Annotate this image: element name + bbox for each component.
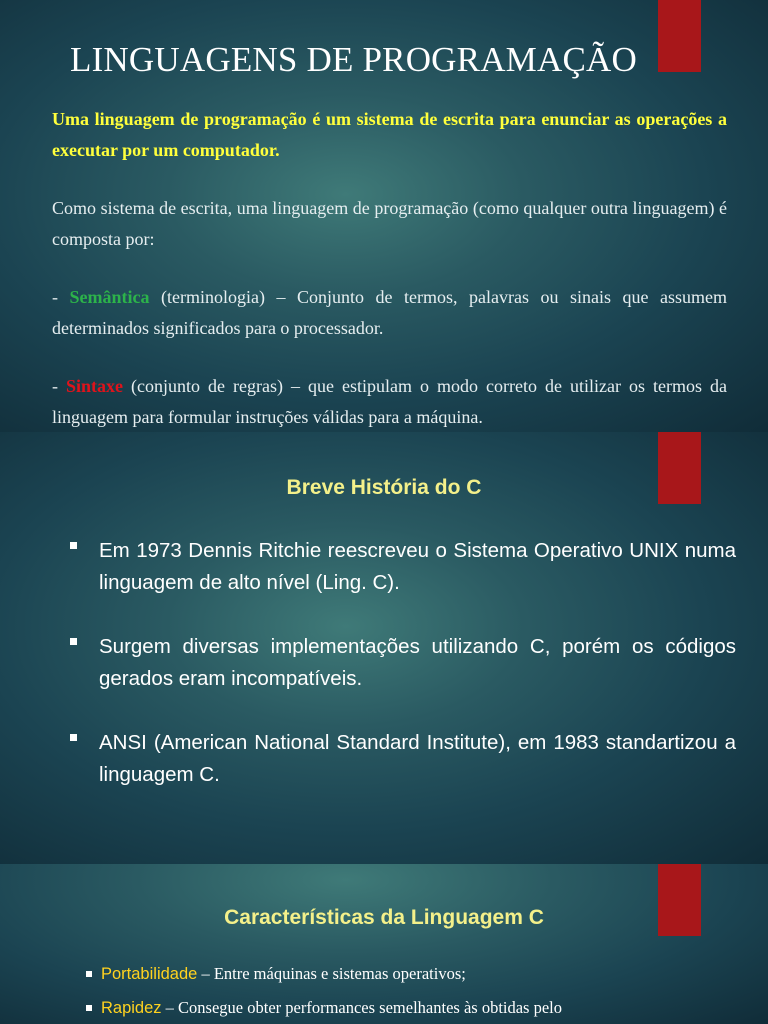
list-item: Em 1973 Dennis Ritchie reescreveu o Sistema Operativo UNIX numa linguagem de alto nível (Ling. C). [70, 535, 736, 599]
section-heading: Breve História do C [286, 476, 482, 499]
sintaxe-term: Sintaxe [66, 376, 124, 396]
slide-body [52, 104, 727, 432]
square-bullet-icon [70, 638, 77, 645]
semantica-text: (terminologia) – Conjunto de termos, palavras ou sinais que assumem determinados significados para o processador. [52, 287, 728, 338]
feature-text: – Consegue obter performances semelhantes às obtidas pelo [161, 998, 563, 1017]
feature-term: Rapidez [101, 999, 162, 1017]
slide-caracteristicas [0, 864, 768, 1024]
list-item [86, 994, 666, 1022]
sintaxe-text: (conjunto de regras) – que estipulam o modo correto de utilizar os termos da linguagem para formular instruções válidas para a máquina. [52, 376, 727, 427]
semantica-item: - Semântica (terminologia) – Conjunto de termos, palavras ou sinais que assumem determinados significados para o processador. [52, 287, 728, 338]
slide-title: LINGUAGENS DE PROGRAMAÇÃO [70, 40, 637, 79]
list-item: ANSI (American National Standard Institute), em 1983 standartizou a linguagem C. [70, 727, 736, 791]
feature-text: – Entre máquinas e sistemas operativos; [197, 964, 466, 983]
square-bullet-icon [86, 1005, 92, 1011]
red-tab-decoration [658, 0, 701, 72]
square-bullet-icon [86, 971, 92, 977]
list-item [86, 960, 666, 988]
slide-linguagens [0, 0, 768, 432]
lead-definition: Uma linguagem de programação é um sistema de escrita para enunciar as operações a executar por um computador. [52, 109, 727, 160]
square-bullet-icon [70, 734, 77, 741]
features-list [86, 960, 666, 1024]
feature-term: Portabilidade [101, 965, 198, 983]
list-item: Surgem diversas implementações utilizando C, porém os códigos gerados eram incompatíveis. [70, 631, 736, 695]
intro-paragraph: Como sistema de escrita, uma linguagem de programação (como qualquer outra linguagem) é composta por: [52, 198, 727, 249]
semantica-term: Semântica [69, 287, 150, 307]
history-list [70, 535, 736, 823]
section-heading: Características da Linguagem C [224, 906, 544, 929]
slide-historia [0, 432, 768, 864]
square-bullet-icon [70, 542, 77, 549]
sintaxe-item: - Sintaxe (conjunto de regras) – que estipulam o modo correto de utilizar os termos da linguagem para formular instruções válidas para a máquina. [52, 376, 727, 427]
